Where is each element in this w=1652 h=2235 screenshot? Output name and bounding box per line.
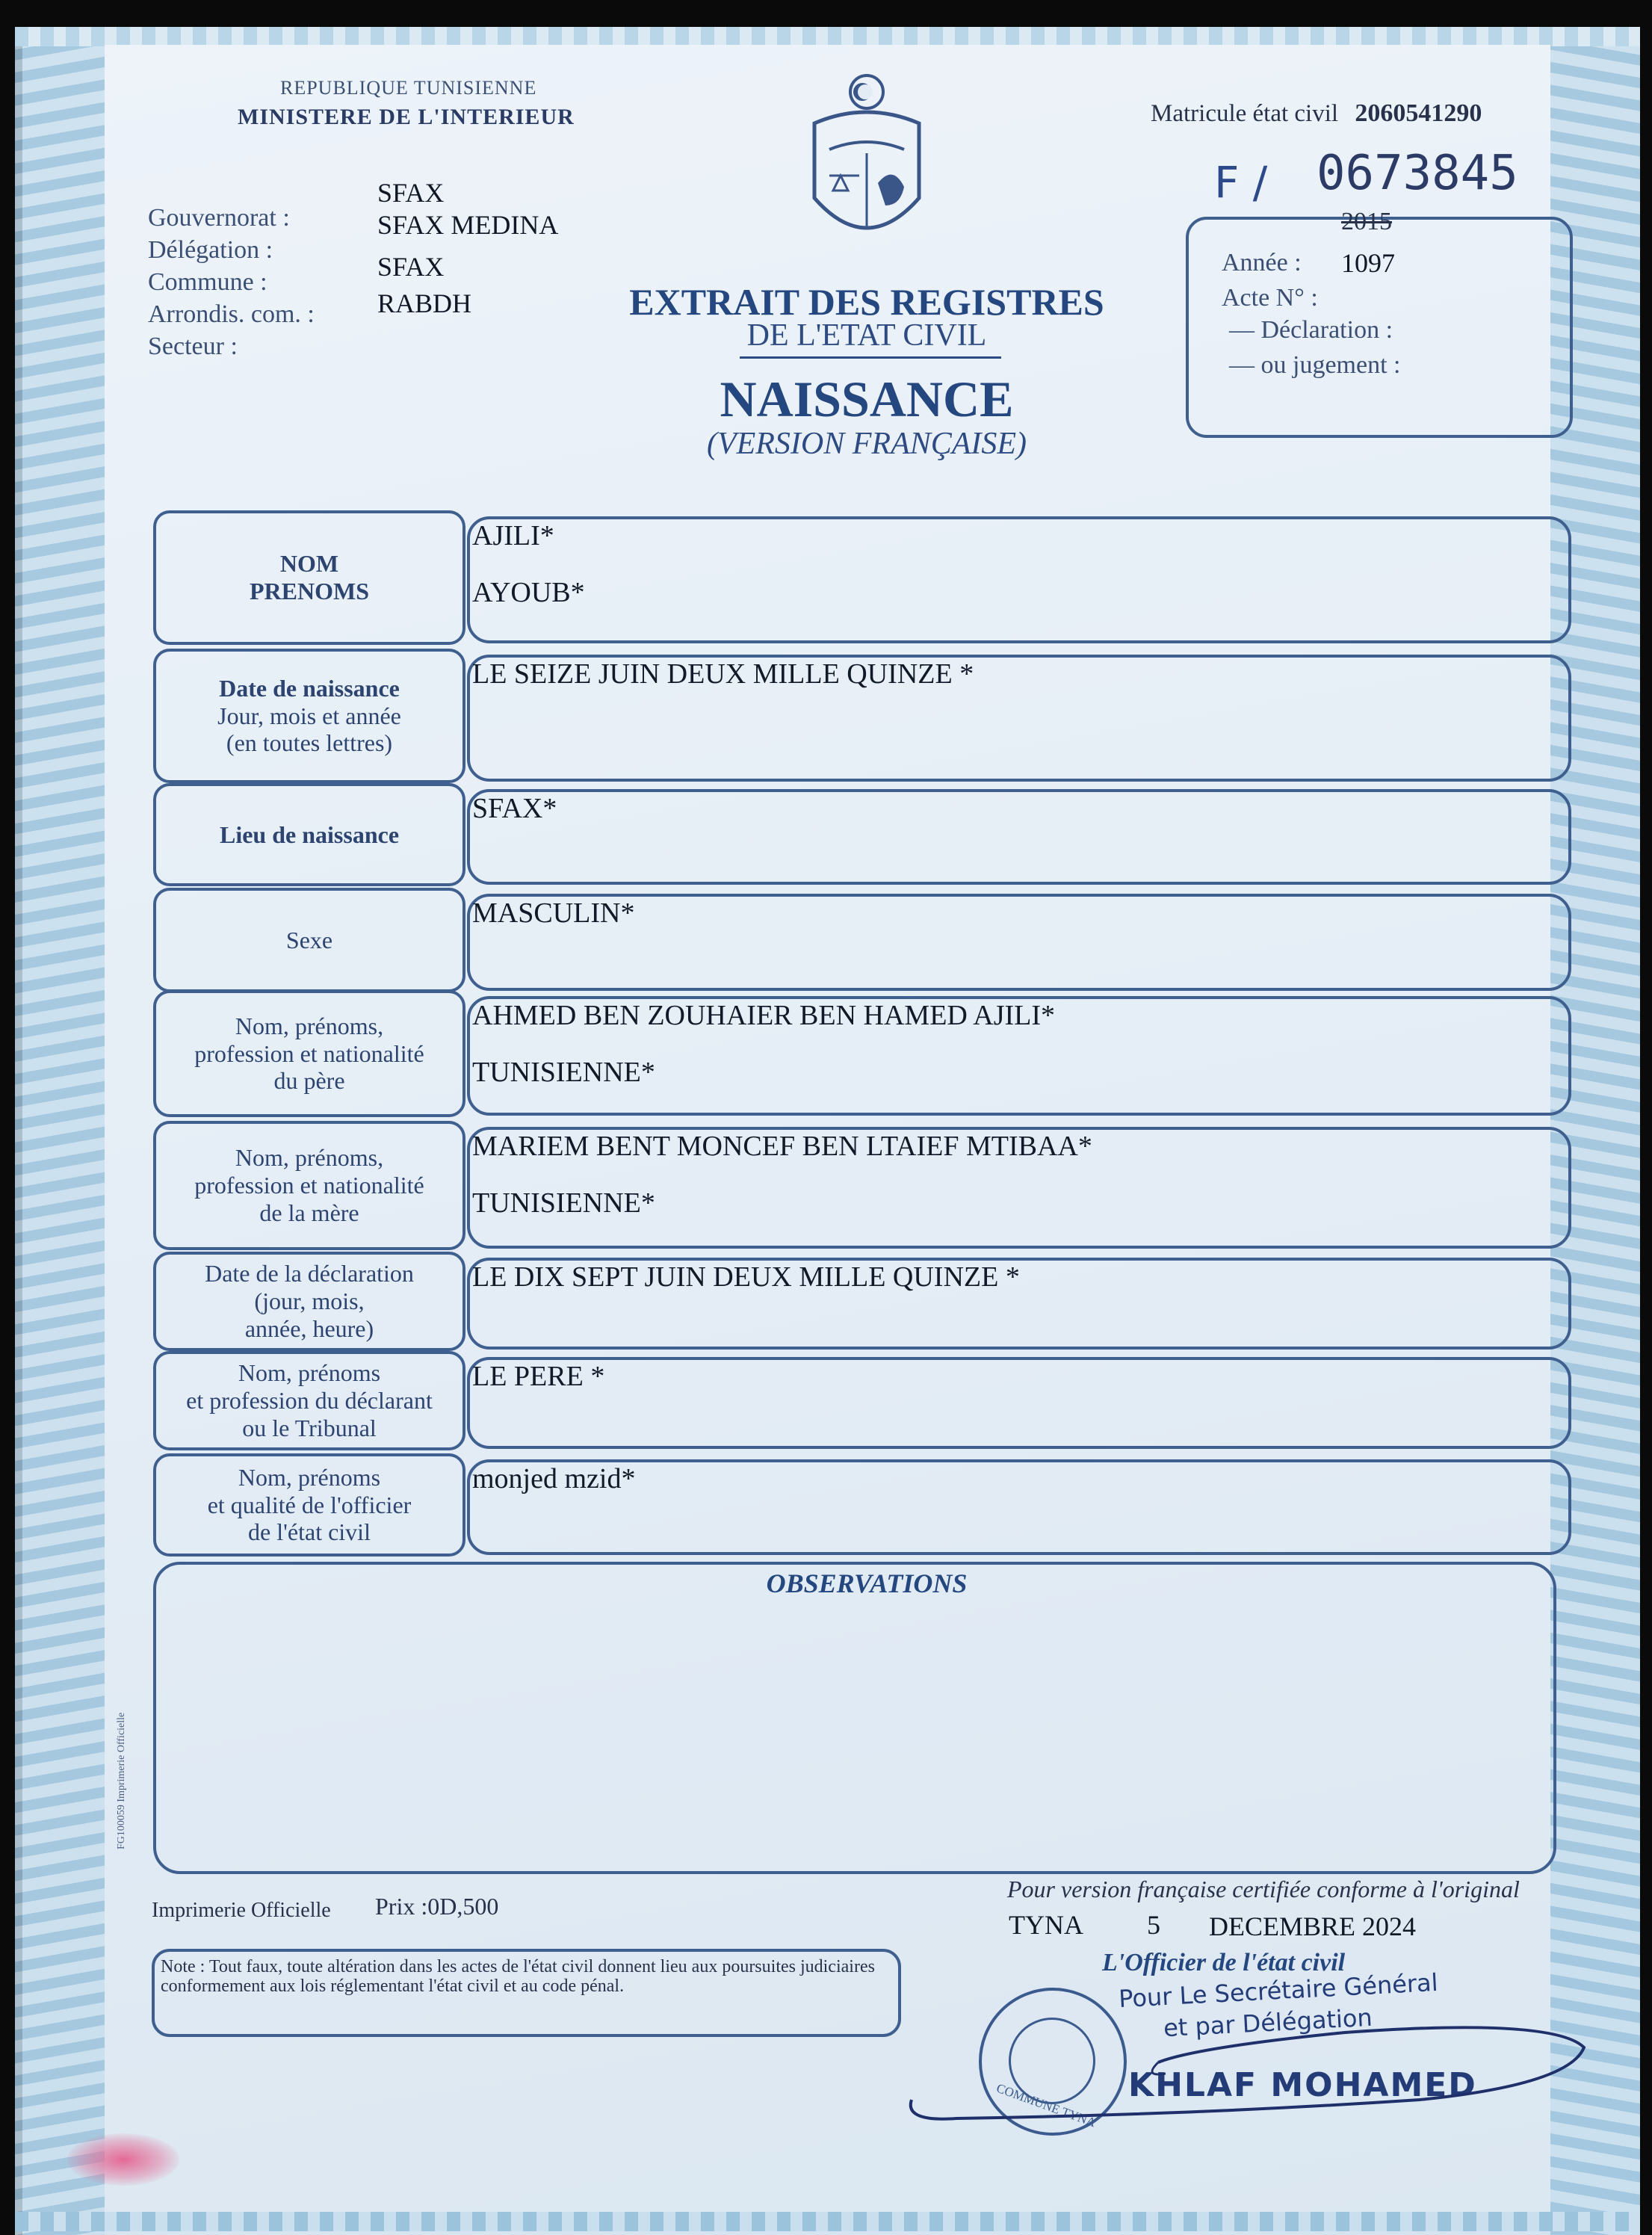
arrondis-value: RABDH <box>377 288 472 318</box>
row-value: LE SEIZE JUIN DEUX MILLE QUINZE * <box>472 658 974 690</box>
delegation-value: SFAX MEDINA <box>377 210 559 240</box>
stamp-text: COMMUNE TYNA <box>994 2080 1098 2130</box>
row-label-line: Nom, prénoms, <box>235 1144 384 1172</box>
serial-prefix: F / <box>1214 157 1268 208</box>
month-year-value: DECEMBRE 2024 <box>1209 1911 1417 1941</box>
certified-text: Pour version française certifiée conforme à l'original <box>1007 1876 1520 1902</box>
officer-title: L'Officier de l'état civil <box>1102 1949 1346 1976</box>
observations-box <box>153 1562 1556 1874</box>
secretary-line2: et par Délégation <box>1163 2003 1373 2043</box>
signature-flourish-icon <box>897 2003 1599 2137</box>
row-label-line: profession et nationalité <box>194 1172 424 1199</box>
serial-number: 0673845 <box>1317 146 1518 201</box>
top-guilloche-border <box>15 27 1640 46</box>
row-label-line: (en toutes lettres) <box>226 729 393 757</box>
arrondis-label: Arrondis. com. : <box>148 300 315 328</box>
row-label-line: de la mère <box>259 1199 359 1226</box>
jugement-label: — ou jugement : <box>1229 351 1401 379</box>
row-label-line: ou le Tribunal <box>242 1414 377 1441</box>
row-value-box <box>467 789 1571 885</box>
acte-year-struck: 2015 <box>1341 208 1392 235</box>
row-label <box>153 1121 465 1250</box>
row-label <box>153 649 465 783</box>
row-label <box>153 1453 465 1557</box>
row-label-line: du père <box>273 1067 345 1095</box>
row-label-line: (jour, mois, <box>254 1287 365 1315</box>
row-label <box>153 783 465 886</box>
row-value: TUNISIENNE* <box>472 1187 655 1219</box>
note-text: Note : Tout faux, toute altération dans les actes de l'état civil donnent lieu aux poursuites judiciaires conformement aux lois réglementant l'état civil et au code pénal. <box>161 1957 875 1996</box>
ink-smudge <box>67 2133 179 2186</box>
imprimerie-label: Imprimerie Officielle <box>152 1899 331 1922</box>
row-label-line: année, heure) <box>244 1314 374 1342</box>
observations-title: OBSERVATIONS <box>766 1568 968 1598</box>
row-label-line: profession et nationalité <box>194 1039 424 1067</box>
gouvernorat-value: SFAX <box>377 178 445 208</box>
title-extrait: EXTRAIT DES REGISTRES <box>629 281 1104 323</box>
declaration-label: — Déclaration : <box>1229 316 1393 344</box>
signatory-name: KHLAF MOHAMED <box>1128 2066 1477 2104</box>
gouvernorat-label: Gouvernorat : <box>148 204 290 232</box>
row-label-line: Lieu de naissance <box>219 820 400 848</box>
row-value: AHMED BEN ZOUHAIER BEN HAMED AJILI* <box>472 1000 1056 1031</box>
row-label <box>153 1351 465 1450</box>
row-label-line: Nom, prénoms, <box>235 1012 384 1039</box>
bottom-guilloche-border <box>15 2212 1640 2231</box>
row-value: AJILI* <box>472 520 554 551</box>
row-label <box>153 888 465 992</box>
annee-value: 1097 <box>1341 248 1395 278</box>
row-value: LE PERE * <box>472 1361 605 1392</box>
title-version: (VERSION FRANÇAISE) <box>706 427 1027 461</box>
title-naissance: NAISSANCE <box>720 371 1014 427</box>
row-label-line: Jour, mois et année <box>217 702 401 729</box>
commune-label: Commune : <box>148 268 267 296</box>
republic-label: REPUBLIQUE TUNISIENNE <box>280 77 537 99</box>
title-etat-civil: DE L'ETAT CIVIL <box>746 318 987 353</box>
row-label <box>153 1252 465 1351</box>
annee-label: Année : <box>1222 249 1302 276</box>
coat-of-arms-icon <box>799 71 934 258</box>
place-value: TYNA <box>1009 1910 1083 1940</box>
delegation-label: Délégation : <box>148 236 273 264</box>
row-value: MASCULIN* <box>472 897 635 929</box>
row-label-line: Date de naissance <box>219 674 400 702</box>
row-value: LE DIX SEPT JUIN DEUX MILLE QUINZE * <box>472 1261 1020 1293</box>
row-label-line: de l'état civil <box>248 1518 371 1546</box>
secretary-line1: Pour Le Secrétaire Général <box>1118 1967 1439 2014</box>
secteur-label: Secteur : <box>148 333 238 360</box>
row-label-line: et qualité de l'officier <box>207 1491 412 1518</box>
row-label-line: Nom, prénoms <box>238 1359 381 1387</box>
row-label <box>153 510 465 645</box>
row-label-line: NOM <box>279 550 339 578</box>
row-value: SFAX* <box>472 793 557 824</box>
title-underline <box>740 356 1001 359</box>
row-label-line: PRENOMS <box>250 578 369 605</box>
commune-value: SFAX <box>377 252 445 282</box>
row-value: AYOUB* <box>472 577 585 608</box>
observations-side-text: FG100059 Imprimerie Officielle <box>116 1712 127 1849</box>
row-value: TUNISIENNE* <box>472 1057 655 1088</box>
row-label <box>153 990 465 1117</box>
day-value: 5 <box>1147 1910 1160 1940</box>
left-guilloche-border <box>15 27 105 2235</box>
row-label-line: Date de la déclaration <box>205 1260 414 1287</box>
acte-number-label: Acte N° : <box>1222 284 1318 312</box>
matricule-value: 2060541290 <box>1355 99 1482 127</box>
row-label-line: Sexe <box>285 926 333 953</box>
row-value: MARIEM BENT MONCEF BEN LTAIEF MTIBAA* <box>472 1131 1092 1162</box>
row-label-line: et profession du déclarant <box>186 1387 433 1415</box>
row-value-box <box>467 516 1571 643</box>
prix-label: Prix :0D,500 <box>375 1893 499 1920</box>
row-label-line: Nom, prénoms <box>238 1463 381 1491</box>
row-value-box <box>467 1357 1571 1449</box>
matricule-label: Matricule état civil 2060541290 <box>1151 99 1482 127</box>
ministry-label: MINISTERE DE L'INTERIEUR <box>238 105 575 129</box>
row-value: monjed mzid* <box>472 1463 636 1494</box>
